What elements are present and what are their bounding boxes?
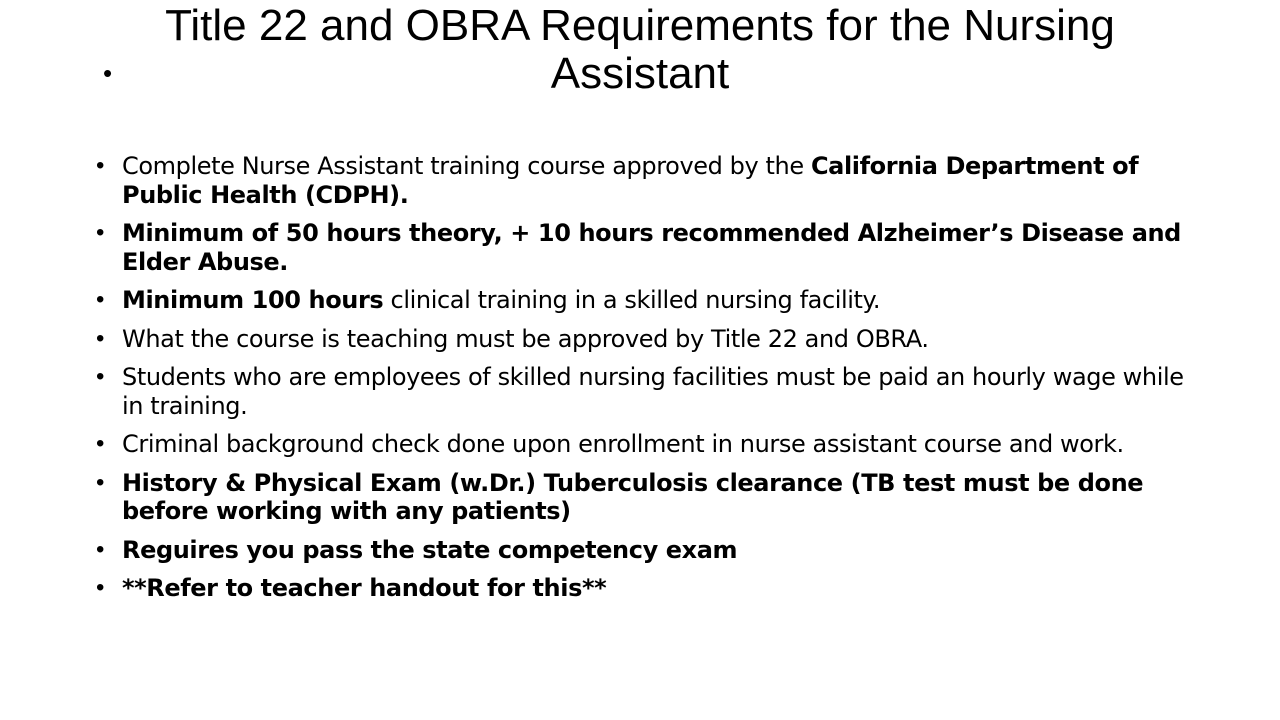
bullet-text: Complete Nurse Assistant training course approved by the — [122, 152, 811, 180]
bullet-text: clinical training in a skilled nursing facility. — [383, 286, 881, 314]
bullet-item — [96, 536, 1196, 565]
bullet-text-bold: California Department of Public Health (CDPH). — [122, 152, 1139, 209]
bullet-dot: • — [96, 574, 105, 601]
bullet-text-bold: Minimum of 50 hours theory, + 10 hours recommended Alzheimer’s Disease and Elder Abuse. — [122, 219, 1181, 276]
bullet-dot: • — [96, 152, 105, 179]
bullet-dot: • — [96, 219, 105, 246]
bullet-text-bold: Reguires you pass the state competency exam — [122, 535, 738, 564]
title-bullet: • — [103, 58, 113, 88]
bullet-text-bold: **Refer to teacher handout for this** — [122, 574, 607, 602]
bullet-dot: • — [96, 468, 105, 496]
bullet-item — [96, 152, 1196, 209]
bullet-item — [96, 363, 1196, 420]
bullet-dot: • — [96, 535, 105, 563]
bullet-text-bold: History & Physical Exam (w.Dr.) Tuberculosis clearance (TB test must be done before working with any patients) — [122, 468, 1144, 525]
bullet-item — [96, 574, 1196, 603]
bullet-dot: • — [96, 430, 105, 457]
bullet-dot: • — [96, 286, 105, 313]
bullet-item — [96, 286, 1196, 315]
bullet-text: What the course is teaching must be approved by Title 22 and OBRA. — [122, 324, 929, 353]
bullet-item — [96, 430, 1196, 459]
bullet-list — [96, 152, 1196, 613]
bullet-item — [96, 469, 1196, 526]
bullet-text: Students who are employees of skilled nursing facilities must be paid an hourly wage while in training. — [122, 363, 1184, 420]
bullet-text-bold: Minimum 100 hours — [122, 286, 384, 314]
bullet-text: Criminal background check done upon enrollment in nurse assistant course and work. — [122, 430, 1124, 458]
bullet-item — [96, 219, 1196, 276]
bullet-item — [96, 325, 1196, 354]
bullet-dot: • — [96, 324, 105, 352]
slide-title: Title 22 and OBRA Requirements for the Nursing Assistant — [165, 1, 1115, 98]
bullet-dot: • — [96, 363, 105, 390]
